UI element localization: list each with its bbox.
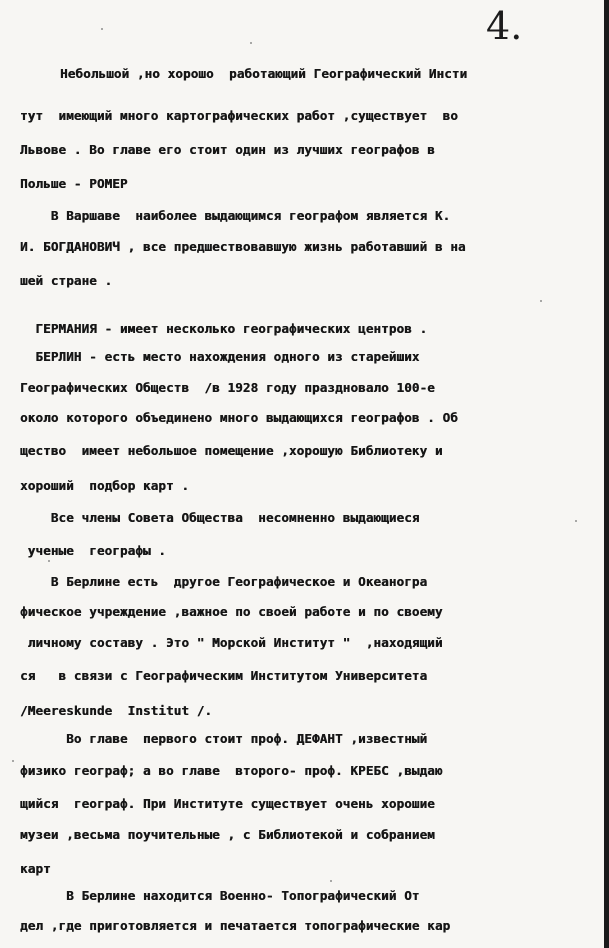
text-line: щество имеет небольшое помещение ,хорошую Библиотеку и: [20, 443, 443, 458]
scan-speck: [575, 520, 577, 522]
text-line: /Meereskunde Institut /.: [20, 703, 213, 718]
text-line: И. БОГДАНОВИЧ , все предшествовавшую жизнь работавший в на: [20, 239, 466, 254]
scan-edge: [604, 0, 609, 948]
text-line: Все члены Совета Общества несомненно выдающиеся: [20, 510, 420, 525]
text-line: ГЕРМАНИЯ - имеет несколько географических центров .: [20, 321, 428, 336]
scan-speck: [250, 42, 252, 44]
scan-speck: [12, 760, 14, 762]
text-line: личному составу . Это " Морской Институт " ,находящий: [20, 635, 443, 650]
page-number: 4.: [486, 4, 523, 48]
text-line: около которого объединено много выдающихся географов . Об: [20, 410, 458, 425]
text-line: ученые географы .: [20, 543, 166, 558]
text-line: В Берлине находится Военно- Топографический От: [20, 888, 420, 903]
text-line: карт: [20, 861, 51, 876]
text-line: дел ,где приготовляется и печатается топографические кар: [20, 918, 451, 933]
text-line: В Берлине есть другое Географическое и Океаногра: [20, 574, 428, 589]
text-line: Польше - РОМЕР: [20, 176, 128, 191]
scan-speck: [330, 880, 332, 882]
text-line: БЕРЛИН - есть место нахождения одного из старейших: [20, 349, 420, 364]
text-line: тут имеющий много картографических работ ,существует во: [20, 108, 458, 123]
text-line: щийся географ. При Институте существует очень хорошие: [20, 796, 435, 811]
scan-speck: [101, 28, 103, 30]
text-line: музеи ,весьма поучительные , с Библиотекой и собранием: [20, 827, 435, 842]
text-line: шей стране .: [20, 273, 113, 288]
text-line: хороший подбор карт .: [20, 478, 190, 493]
text-line: Географических Обществ /в 1928 году праздновало 100-е: [20, 380, 435, 395]
text-line: фическое учреждение ,важное по своей работе и по своему: [20, 604, 443, 619]
text-line: Львове . Во главе его стоит один из лучших географов в: [20, 142, 435, 157]
text-line: физико географ; а во главе второго- проф. КРЕБС ,выдаю: [20, 763, 443, 778]
scan-speck: [48, 560, 50, 562]
text-line: Небольшой ,но хорошо работающий Географический Инсти: [60, 66, 468, 81]
text-line: В Варшаве наиболее выдающимся географом является К.: [20, 208, 451, 223]
text-line: ся в связи с Географическим Институтом Университета: [20, 668, 428, 683]
scan-speck: [540, 300, 542, 302]
text-line: Во главе первого стоит проф. ДЕФАНТ ,известный: [20, 731, 428, 746]
